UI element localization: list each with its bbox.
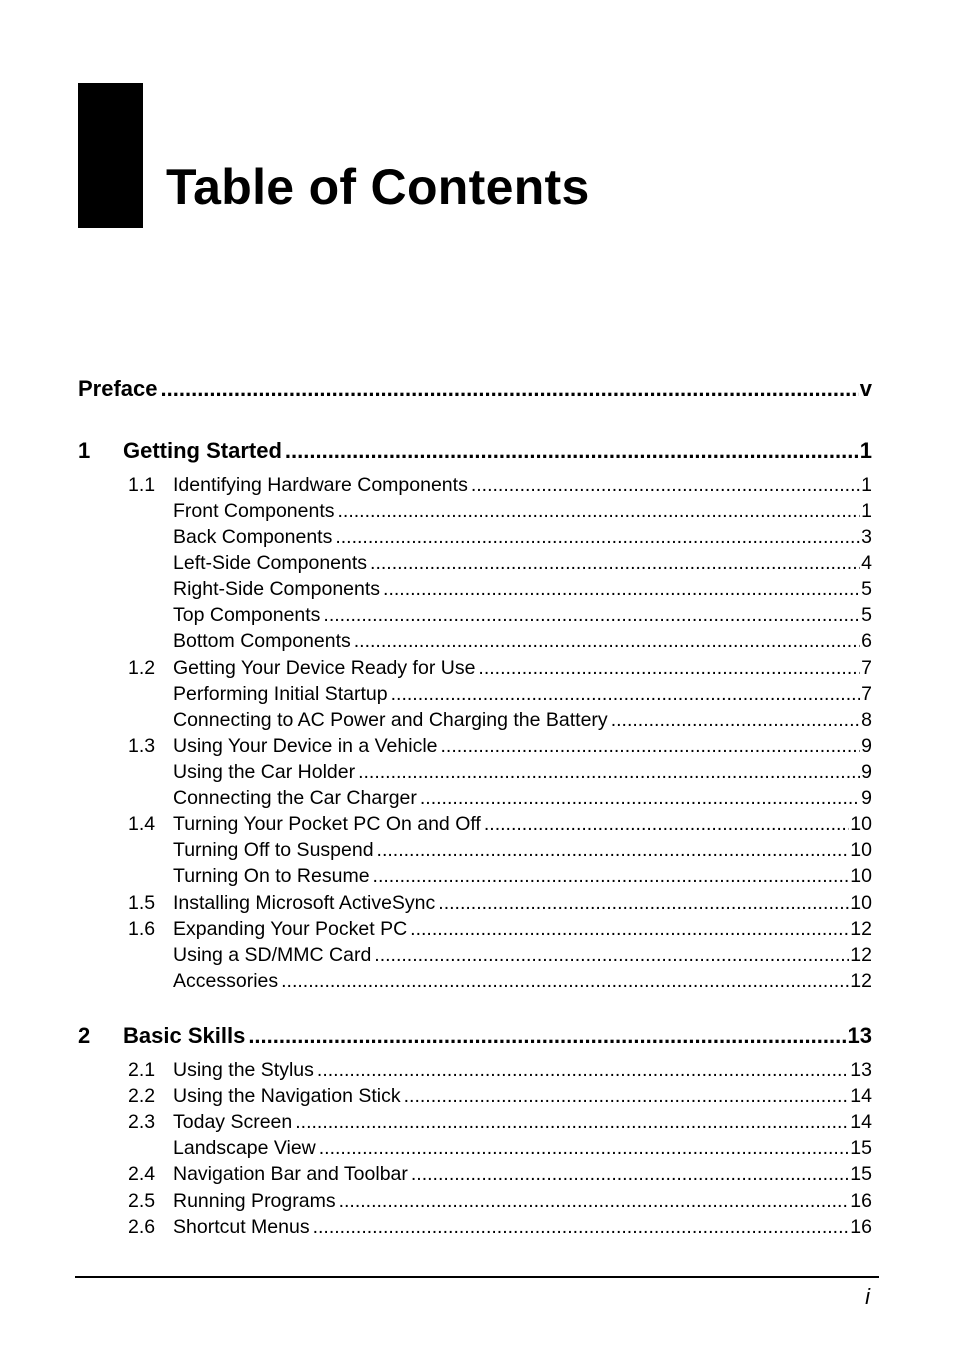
toc-entry-page: 12 bbox=[850, 970, 872, 992]
leader-dots bbox=[313, 1214, 850, 1240]
toc-entry-page: 10 bbox=[850, 813, 872, 835]
toc-entry-subsection[interactable] bbox=[173, 1135, 872, 1161]
toc-entry-label: Connecting to AC Power and Charging the Battery bbox=[173, 709, 608, 731]
toc-entry-section[interactable] bbox=[128, 733, 872, 759]
leader-dots bbox=[441, 733, 861, 759]
toc-entry-label: Running Programs bbox=[173, 1190, 336, 1212]
page-title: Table of Contents bbox=[166, 159, 590, 215]
toc-entry-label: Landscape View bbox=[173, 1137, 316, 1159]
leader-dots bbox=[611, 707, 860, 733]
toc-entry-page: 9 bbox=[861, 761, 872, 783]
toc-entry-page: 14 bbox=[850, 1085, 872, 1107]
toc-entry-page: 16 bbox=[850, 1216, 872, 1238]
toc-entry-label: Front Components bbox=[173, 500, 335, 522]
toc-entry-page: 13 bbox=[847, 1023, 872, 1048]
toc-entry-subsection[interactable] bbox=[173, 785, 872, 811]
leader-dots bbox=[248, 1021, 846, 1051]
toc-entry-chapter[interactable] bbox=[78, 1021, 872, 1051]
toc-entry-chapter[interactable] bbox=[78, 436, 872, 466]
toc-entry-label: Left-Side Components bbox=[173, 552, 368, 574]
toc-entry-section[interactable] bbox=[128, 1214, 872, 1240]
leader-dots bbox=[354, 628, 860, 654]
toc-entry-number: 2.6 bbox=[128, 1216, 156, 1238]
leader-dots bbox=[478, 655, 860, 681]
leader-dots bbox=[404, 1083, 850, 1109]
toc-entry-page: 16 bbox=[850, 1190, 872, 1212]
toc-entry-page: 7 bbox=[861, 657, 872, 679]
toc-entry-number: 2.4 bbox=[128, 1163, 156, 1185]
toc-entry-label: Using Your Device in a Vehicle bbox=[173, 735, 438, 757]
leader-dots bbox=[295, 1109, 849, 1135]
toc-entry-section[interactable] bbox=[128, 655, 872, 681]
leader-dots bbox=[338, 498, 861, 524]
leader-dots bbox=[285, 436, 859, 466]
toc-entry-label: Getting Started bbox=[123, 438, 282, 463]
toc-entry-subsection[interactable] bbox=[173, 602, 872, 628]
toc-entry-page: 10 bbox=[850, 892, 872, 914]
toc-entry-number: 2.5 bbox=[128, 1190, 156, 1212]
toc-entry-label: Using the Stylus bbox=[173, 1059, 314, 1081]
leader-dots bbox=[373, 863, 850, 889]
toc-entry-number: 1.5 bbox=[128, 892, 156, 914]
leader-dots bbox=[339, 1188, 850, 1214]
toc-entry-number: 1.4 bbox=[128, 813, 156, 835]
leader-dots bbox=[319, 1135, 850, 1161]
toc-entry-number: 1.6 bbox=[128, 918, 156, 940]
toc-entry-page: 14 bbox=[850, 1111, 872, 1133]
toc-entry-number: 1.2 bbox=[128, 657, 156, 679]
leader-dots bbox=[484, 811, 849, 837]
toc-entry-subsection[interactable] bbox=[173, 942, 872, 968]
toc-entry-page: 6 bbox=[861, 630, 872, 652]
toc-entry-page: 15 bbox=[850, 1137, 872, 1159]
toc-entry-page: 5 bbox=[861, 604, 872, 626]
leader-dots bbox=[471, 472, 860, 498]
leader-dots bbox=[370, 550, 860, 576]
leader-dots bbox=[317, 1057, 849, 1083]
toc-entry-label: Expanding Your Pocket PC bbox=[173, 918, 408, 940]
toc-entry-page: 3 bbox=[861, 526, 872, 548]
leader-dots bbox=[374, 942, 849, 968]
toc-entry-label: Performing Initial Startup bbox=[173, 683, 388, 705]
toc-entry-page: 12 bbox=[850, 918, 872, 940]
toc-entry-section[interactable] bbox=[128, 916, 872, 942]
toc-entry-subsection[interactable] bbox=[173, 707, 872, 733]
toc-entry-label: Turning On to Resume bbox=[173, 865, 370, 887]
toc-entry-label: Basic Skills bbox=[123, 1023, 246, 1048]
toc-entry-section[interactable] bbox=[128, 1161, 872, 1187]
chapter-marker-block bbox=[78, 83, 143, 228]
toc-entry-number: 2 bbox=[78, 1023, 91, 1048]
toc-entry-page: 8 bbox=[861, 709, 872, 731]
toc-entry-label: Top Components bbox=[173, 604, 321, 626]
toc-entry-preface[interactable] bbox=[78, 374, 872, 404]
leader-dots bbox=[383, 576, 860, 602]
toc-entry-label: Using a SD/MMC Card bbox=[173, 944, 372, 966]
leader-dots bbox=[281, 968, 849, 994]
toc-entry-subsection[interactable] bbox=[173, 550, 872, 576]
toc-entry-label: Turning Your Pocket PC On and Off bbox=[173, 813, 481, 835]
toc-entry-page: 1 bbox=[861, 500, 872, 522]
toc-entry-label: Installing Microsoft ActiveSync bbox=[173, 892, 436, 914]
toc-entry-subsection[interactable] bbox=[173, 759, 872, 785]
leader-dots bbox=[420, 785, 860, 811]
footer-rule bbox=[75, 1276, 879, 1278]
toc-entry-number: 2.1 bbox=[128, 1059, 156, 1081]
toc-entry-label: Right-Side Components bbox=[173, 578, 381, 600]
leader-dots bbox=[161, 374, 859, 404]
leader-dots bbox=[410, 916, 849, 942]
toc-entry-page: 7 bbox=[861, 683, 872, 705]
toc-entry-label: Identifying Hardware Components bbox=[173, 474, 468, 496]
toc-entry-page: 10 bbox=[850, 839, 872, 861]
toc-entry-section[interactable] bbox=[128, 1057, 872, 1083]
toc-entry-page: 9 bbox=[861, 735, 872, 757]
toc-entry-label: Connecting the Car Charger bbox=[173, 787, 417, 809]
leader-dots bbox=[377, 837, 850, 863]
toc-entry-section[interactable] bbox=[128, 472, 872, 498]
leader-dots bbox=[411, 1161, 849, 1187]
toc-entry-section[interactable] bbox=[128, 890, 872, 916]
toc-entry-page: 9 bbox=[861, 787, 872, 809]
toc-entry-label: Navigation Bar and Toolbar bbox=[173, 1163, 408, 1185]
toc-entry-number: 1.3 bbox=[128, 735, 156, 757]
toc-entry-label: Turning Off to Suspend bbox=[173, 839, 374, 861]
toc-entry-label: Back Components bbox=[173, 526, 333, 548]
toc-entry-number: 1 bbox=[78, 438, 91, 463]
leader-dots bbox=[323, 602, 860, 628]
toc-entry-page: 15 bbox=[850, 1163, 872, 1185]
toc-entry-subsection[interactable] bbox=[173, 498, 872, 524]
toc-entry-page: 1 bbox=[861, 474, 872, 496]
toc-entry-number: 1.1 bbox=[128, 474, 156, 496]
toc-entry-subsection[interactable] bbox=[173, 576, 872, 602]
toc-entry-page: 5 bbox=[861, 578, 872, 600]
toc-entry-subsection[interactable] bbox=[173, 863, 872, 889]
toc-entry-label: Getting Your Device Ready for Use bbox=[173, 657, 476, 679]
leader-dots bbox=[358, 759, 860, 785]
toc-entry-label: Preface bbox=[78, 376, 158, 401]
toc-entry-subsection[interactable] bbox=[173, 628, 872, 654]
toc-entry-label: Accessories bbox=[173, 970, 279, 992]
toc-entry-section[interactable] bbox=[128, 811, 872, 837]
toc-entry-subsection[interactable] bbox=[173, 681, 872, 707]
toc-entry-label: Using the Car Holder bbox=[173, 761, 356, 783]
leader-dots bbox=[335, 524, 860, 550]
toc-entry-page: 13 bbox=[850, 1059, 872, 1081]
toc-entry-section[interactable] bbox=[128, 1188, 872, 1214]
toc-entry-subsection[interactable] bbox=[173, 524, 872, 550]
toc-entry-section[interactable] bbox=[128, 1083, 872, 1109]
toc-entry-page: 10 bbox=[850, 865, 872, 887]
toc-entry-page: 4 bbox=[861, 552, 872, 574]
toc-entry-subsection[interactable] bbox=[173, 968, 872, 994]
toc-entry-number: 2.3 bbox=[128, 1111, 156, 1133]
toc-entry-subsection[interactable] bbox=[173, 837, 872, 863]
leader-dots bbox=[391, 681, 861, 707]
toc-entry-number: 2.2 bbox=[128, 1085, 156, 1107]
toc-entry-label: Shortcut Menus bbox=[173, 1216, 310, 1238]
leader-dots bbox=[438, 890, 849, 916]
toc-entry-label: Using the Navigation Stick bbox=[173, 1085, 401, 1107]
toc-entry-label: Bottom Components bbox=[173, 630, 351, 652]
toc-entry-page: 1 bbox=[859, 438, 872, 463]
toc-entry-label: Today Screen bbox=[173, 1111, 293, 1133]
toc-entry-page: v bbox=[859, 376, 872, 401]
toc-entry-section[interactable] bbox=[128, 1109, 872, 1135]
page-number: i bbox=[865, 1284, 870, 1309]
toc-entry-page: 12 bbox=[850, 944, 872, 966]
